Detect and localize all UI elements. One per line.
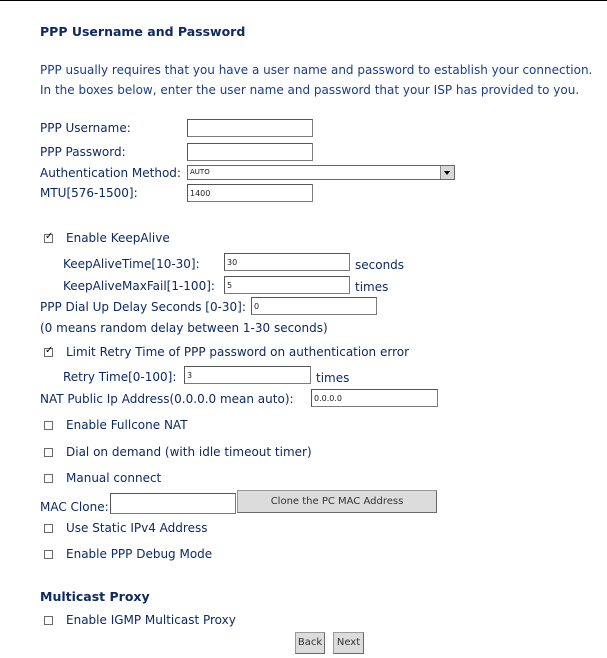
nat-public-ip-label: NAT Public Ip Address(0.0.0.0 mean auto): xyxy=(40,392,294,406)
keepalive-checkbox[interactable] xyxy=(44,234,53,243)
description-line-2: In the boxes below, enter the user name and password that your ISP has provided to you. xyxy=(40,83,580,97)
page-title: PPP Username and Password xyxy=(40,24,246,39)
password-input[interactable] xyxy=(187,143,313,161)
dial-on-demand-checkbox[interactable] xyxy=(44,448,53,457)
dialup-delay-note: (0 means random delay between 1-30 seconds) xyxy=(40,321,328,335)
username-label: PPP Username: xyxy=(40,121,131,135)
mtu-label: MTU[576-1500]: xyxy=(40,186,138,200)
keepalive-time-unit: seconds xyxy=(355,258,405,272)
ppp-debug-checkbox[interactable] xyxy=(44,550,53,559)
retry-time-label: Retry Time[0-100]: xyxy=(63,370,177,384)
retry-time-unit: times xyxy=(316,371,350,385)
clone-mac-button[interactable]: Clone the PC MAC Address xyxy=(237,490,437,513)
chevron-down-icon[interactable] xyxy=(440,166,454,179)
back-button[interactable]: Back xyxy=(295,632,325,654)
static-ipv4-label: Use Static IPv4 Address xyxy=(66,521,208,535)
fullcone-nat-checkbox[interactable] xyxy=(44,421,53,430)
igmp-proxy-checkbox[interactable] xyxy=(44,616,53,625)
auth-method-label: Authentication Method: xyxy=(40,166,181,180)
keepalive-time-input[interactable] xyxy=(224,253,350,271)
mac-clone-label: MAC Clone: xyxy=(40,500,109,514)
keepalive-maxfail-input[interactable] xyxy=(224,276,350,294)
next-button[interactable]: Next xyxy=(333,632,364,654)
limit-retry-label: Limit Retry Time of PPP password on authentication error xyxy=(66,345,410,359)
auth-method-select[interactable] xyxy=(187,165,455,180)
mac-clone-input[interactable] xyxy=(110,493,236,514)
retry-time-input[interactable] xyxy=(184,366,311,384)
keepalive-label: Enable KeepAlive xyxy=(66,231,170,245)
username-input[interactable] xyxy=(187,119,313,137)
keepalive-maxfail-label: KeepAliveMaxFail[1-100]: xyxy=(63,279,215,293)
fullcone-nat-label: Enable Fullcone NAT xyxy=(66,418,188,432)
dialup-delay-input[interactable] xyxy=(251,297,377,315)
keepalive-time-label: KeepAliveTime[10-30]: xyxy=(63,257,200,271)
top-border xyxy=(0,0,607,1)
limit-retry-checkbox[interactable] xyxy=(44,348,53,357)
manual-connect-label: Manual connect xyxy=(66,471,162,485)
multicast-title: Multicast Proxy xyxy=(40,589,150,604)
igmp-proxy-label: Enable IGMP Multicast Proxy xyxy=(66,613,236,627)
static-ipv4-checkbox[interactable] xyxy=(44,524,53,533)
password-label: PPP Password: xyxy=(40,145,126,159)
keepalive-maxfail-unit: times xyxy=(355,280,389,294)
description-line-1: PPP usually requires that you have a user name and password to establish your connection. xyxy=(40,63,593,77)
dialup-delay-label: PPP Dial Up Delay Seconds [0-30]: xyxy=(40,300,246,314)
mtu-input[interactable] xyxy=(187,184,313,202)
dial-on-demand-label: Dial on demand (with idle timeout timer) xyxy=(66,445,312,459)
manual-connect-checkbox[interactable] xyxy=(44,474,53,483)
ppp-debug-label: Enable PPP Debug Mode xyxy=(66,547,213,561)
auth-method-selected: AUTO xyxy=(190,168,210,176)
nat-public-ip-input[interactable] xyxy=(311,389,438,407)
